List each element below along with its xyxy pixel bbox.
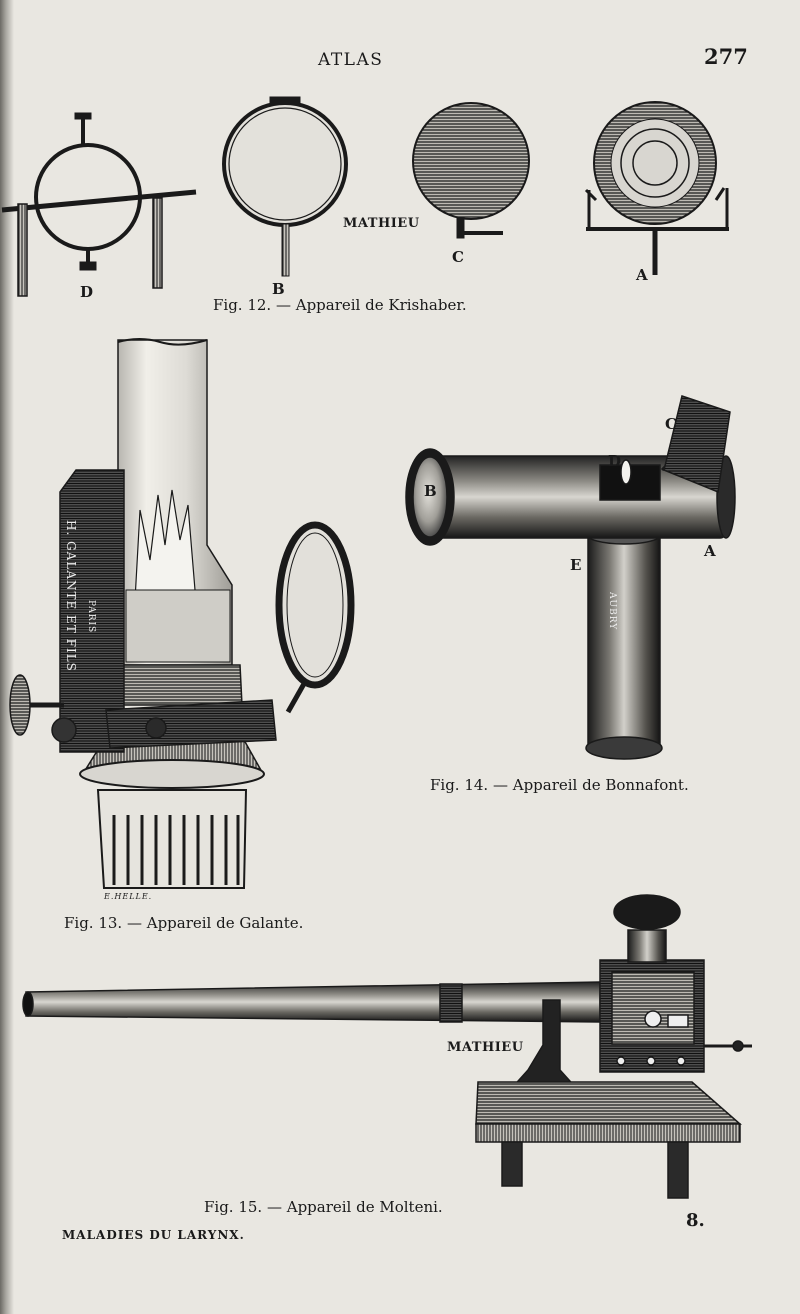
- fig15-caption: Fig. 15. — Appareil de Molteni.: [204, 1198, 443, 1216]
- fig13-caption: Fig. 13. — Appareil de Galante.: [64, 914, 304, 932]
- krishaber-device-a: [586, 102, 729, 275]
- fig14-label-a: A: [704, 542, 716, 560]
- molteni-projector: [23, 895, 752, 1198]
- fig12-label-a: A: [636, 266, 648, 284]
- bonnafont-device: [406, 396, 735, 759]
- page-number: 277: [704, 44, 748, 69]
- fig12-caption: Fig. 12. — Appareil de Krishaber.: [213, 296, 467, 314]
- fig13-lamp-inscription-city: PARIS: [86, 600, 96, 634]
- krishaber-device-b: [224, 97, 346, 276]
- fig14-label-b: B: [424, 482, 437, 500]
- krishaber-device-d: [2, 113, 196, 296]
- fig14-tube-inscription: AUBRY: [607, 592, 617, 631]
- section-footer: MALADIES DU LARYNX.: [62, 1228, 245, 1242]
- fig13-engraver-signature: E.HELLE.: [104, 892, 153, 901]
- fig14-label-d: D: [608, 452, 622, 470]
- fig12-label-b: B: [272, 280, 285, 298]
- fig12-maker-mark: MATHIEU: [343, 216, 420, 231]
- fig14-caption: Fig. 14. — Appareil de Bonnafont.: [430, 776, 689, 794]
- galante-lamp: [10, 339, 351, 888]
- krishaber-device-c: [413, 103, 529, 238]
- fig12-label-c: C: [452, 248, 464, 266]
- fig14-label-c: C: [665, 415, 677, 433]
- fig12-label-d: D: [80, 283, 94, 301]
- fig15-maker-mark: MATHIEU: [447, 1040, 524, 1055]
- running-title: ATLAS: [318, 50, 384, 70]
- fig14-label-e: E: [570, 556, 582, 574]
- signature-mark: 8.: [686, 1210, 705, 1231]
- fig13-lamp-inscription: H. GALANTE ET FILS: [64, 520, 78, 672]
